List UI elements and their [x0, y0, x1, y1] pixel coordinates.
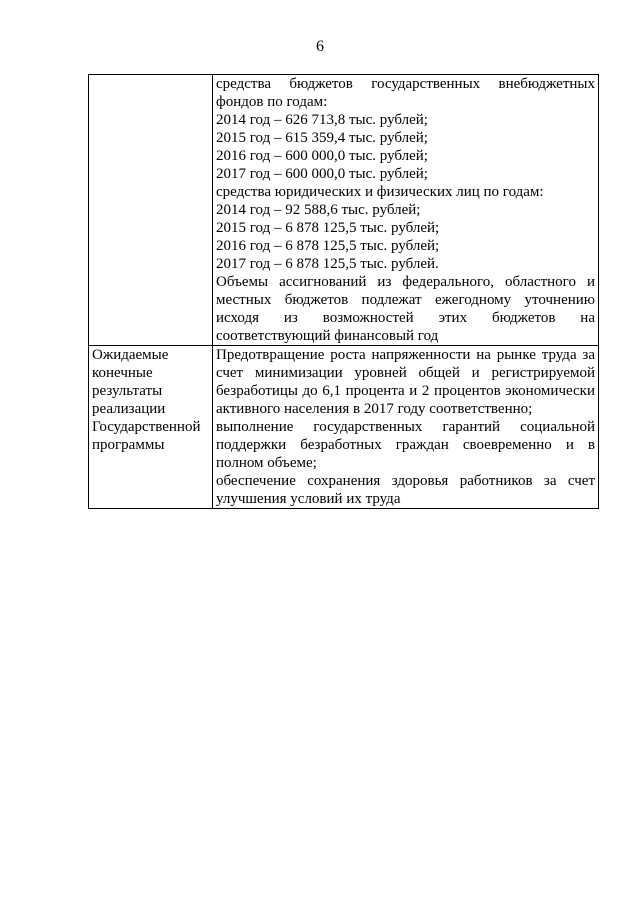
row-label-line: программы — [92, 437, 165, 453]
table-row — [89, 346, 599, 509]
row-content-line: фондов по годам: — [216, 94, 328, 110]
row-content-cell — [213, 75, 599, 346]
table-row — [89, 75, 599, 346]
row-content-line: местных бюджетов подлежат ежегодному уточнению — [216, 292, 595, 308]
program-passport-table — [88, 74, 599, 509]
row-content-line: соответствующий финансовый год — [216, 328, 439, 344]
row-content-line: исходя из возможностей этих бюджетов на — [216, 310, 595, 326]
table-body — [89, 75, 599, 509]
row-label-line: Ожидаемые — [92, 347, 169, 363]
row-content-line: 2014 год – 92 588,6 тыс. рублей; — [216, 202, 421, 218]
row-label-line: Государственной — [92, 419, 201, 435]
row-content-line: активного населения в 2017 году соответственно; — [216, 401, 533, 417]
row-label-line: результаты — [92, 383, 163, 399]
row-content-line: счет минимизации уровней общей и регистрируемой — [216, 365, 595, 381]
row-label-line: реализации — [92, 401, 166, 417]
row-content-line: 2015 год – 6 878 125,5 тыс. рублей; — [216, 220, 440, 236]
row-content-line: Предотвращение роста напряженности на рынке труда за — [216, 347, 595, 363]
row-label-cell — [89, 75, 213, 346]
row-label-cell — [89, 346, 213, 509]
row-content-line: 2017 год – 600 000,0 тыс. рублей; — [216, 166, 428, 182]
row-content-cell — [213, 346, 599, 509]
row-content-line: улучшения условий их труда — [216, 491, 401, 507]
row-content-line: 2016 год – 6 878 125,5 тыс. рублей; — [216, 238, 440, 254]
row-content-line: полном объеме; — [216, 455, 317, 471]
row-content-line: 2015 год – 615 359,4 тыс. рублей; — [216, 130, 428, 146]
row-content-line: Объемы ассигнований из федерального, областного и — [216, 274, 595, 290]
row-content-line: средства бюджетов государственных внебюджетных — [216, 76, 595, 92]
row-content-line: 2016 год – 600 000,0 тыс. рублей; — [216, 148, 428, 164]
row-content-line: 2017 год – 6 878 125,5 тыс. рублей. — [216, 256, 439, 272]
row-content-line: поддержки безработных граждан своевременно и в — [216, 437, 595, 453]
row-content-line: средства юридических и физических лиц по годам: — [216, 184, 544, 200]
row-label-line: конечные — [92, 365, 153, 381]
row-content-line: безработицы до 6,1 процента и 2 процентов экономически — [216, 383, 595, 399]
page-number: 6 — [316, 38, 324, 55]
row-content-line: выполнение государственных гарантий социальной — [216, 419, 595, 435]
row-content-line: обеспечение сохранения здоровья работников за счет — [216, 473, 595, 489]
row-content-line: 2014 год – 626 713,8 тыс. рублей; — [216, 112, 428, 128]
